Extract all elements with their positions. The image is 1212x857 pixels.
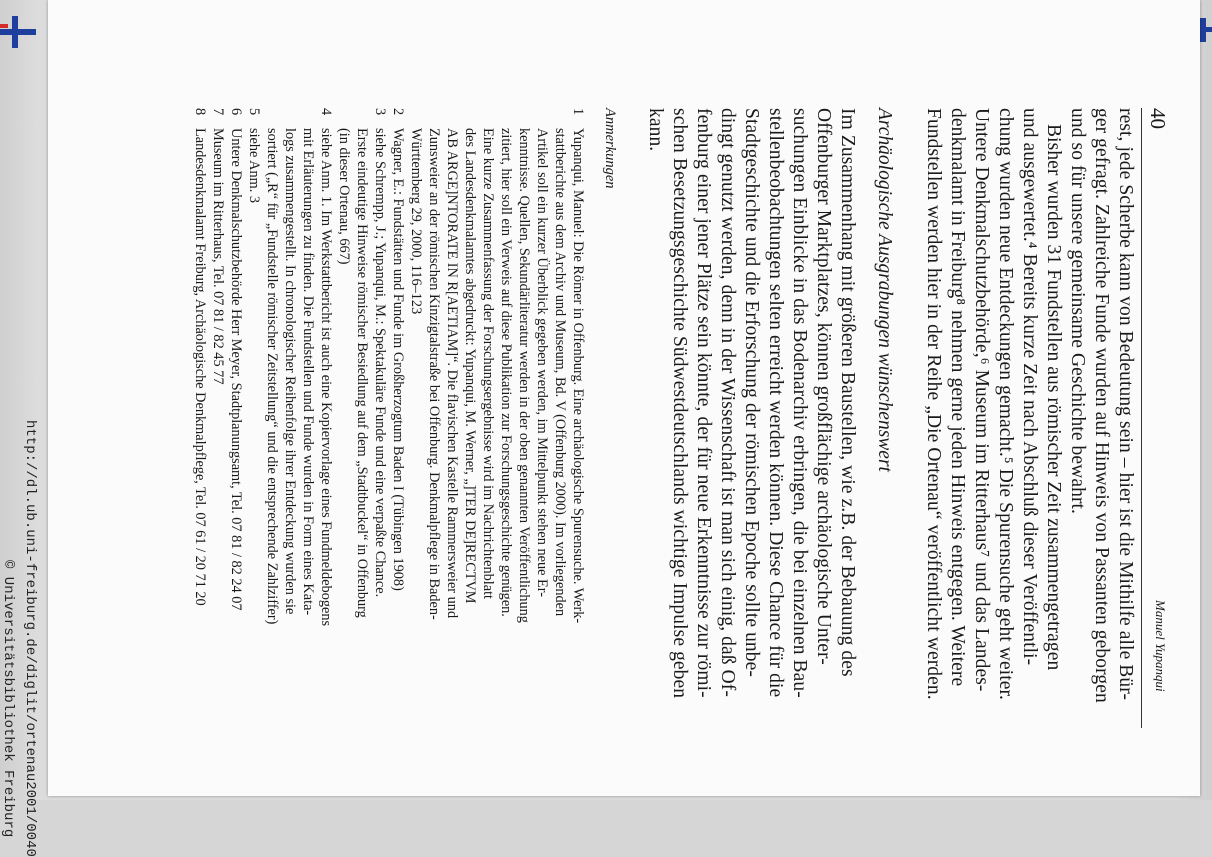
body-line: stellenbeobachtungen selten erreicht werden können. Diese Chance für die: [765, 108, 786, 698]
footnote-line: Museum im Ritterhaus, Tel. 07 81 / 82 45 77: [210, 128, 226, 385]
body-line: und ausgewertet.⁴ Bereits kurze Zeit nach Abschluß dieser Veröffentli-: [1019, 108, 1040, 666]
footnote-line: Wagner, E.: Fundstätten und Funde im Großherzogtum Baden I (Tübingen 1908): [390, 128, 406, 591]
footnote-line: des Landesdenkmalamtes abgedruckt: Yupanqui, M. Werner, „]TER DE]RECTVM: [462, 128, 478, 604]
body-line: denkmalamt in Freiburg⁸ nehmen gerne jeden Hinweis entgegen. Weitere: [947, 108, 968, 687]
body-line: dingt genutzt werden, denn in der Wissenschaft ist man sich einig, daß Of-: [717, 108, 738, 697]
footnote-line: Untere Denkmalschutzbehörde Herr Meyer, Stadtplanungsamt, Tel. 07 81 / 82 24 07: [228, 128, 244, 611]
footnote-line: sortiert („R“ für „Fundstelle römischer Zeitstellung“ und die entsprechende Zahlziffer): [264, 128, 280, 625]
footnote-line: Eine kurze Zusammenfassung der Forschungsergebnisse wird im Nachrichtenblatt: [480, 128, 496, 600]
rotated-page-content: [48, 0, 1200, 800]
footnote-line: kenntnisse. Quellen, Sekundärliteratur werden in der oben genannten Veröffentlichung: [516, 128, 532, 623]
footnote-line: siehe Anm. 3: [246, 128, 262, 204]
body-line: chung wurden neue Entdeckungen gemacht.⁵ Die Spurensuche geht weiter.: [995, 108, 1016, 701]
body-line: Im Zusammenhang mit größeren Baustellen, wie z.B. der Bebauung des: [837, 108, 858, 677]
footnote-line: stattberichte aus dem Archiv und Museum, Bd. V (Offenburg 2000). Im vorliegenden: [552, 128, 568, 617]
footnote-line: logs zusammengestellt. In chronologischer Reihenfolge ihrer Entdeckung wurden sie: [282, 128, 298, 615]
page-number: 40: [1146, 108, 1170, 129]
footnote-line: siehe Schrempp, J.; Yupanqui, M.: Spektakuläre Funde und eine verpaßte Chance.: [372, 128, 388, 598]
body-line: Untere Denkmalschutzbehörde,⁶ Museum im Ritterhaus⁷ und das Landes-: [971, 108, 992, 692]
color-calibration-marker-right: [1198, 18, 1212, 42]
body-line: schen Besetzungsgeschichte Südwestdeutschlands wichtige Impulse geben: [669, 108, 690, 699]
body-line: kann.: [645, 108, 666, 152]
footnote-number: 2: [390, 108, 406, 116]
running-head: Manuel Yupanqui: [1153, 600, 1168, 692]
body-line: Offenburger Marktplatzes, können großflächige archäologische Unter-: [813, 108, 834, 665]
footnote-line: (in dieser Ortenau, 667): [336, 128, 352, 265]
body-line: suchungen Einblicke in das Bodenarchiv erbringen, die bei einzelnen Bau-: [789, 108, 810, 698]
footnote-number: 5: [246, 108, 262, 116]
body-line: fenburg einer jener Plätze sein könnte, der für neue Erkenntnisse zur römi-: [693, 108, 714, 698]
footnote-line: Yupanqui, Manuel: Die Römer in Offenburg. Eine archäologische Spurensuche. Werk-: [570, 128, 586, 624]
body-line: und so für unsere gemeinsame Geschichte bewahrt.: [1067, 108, 1088, 515]
footnote-number: 3: [372, 108, 388, 116]
footnote-line: mit Erläuterungen zu finden. Die Fundstellen und Funde wurden in Form eines Kata-: [300, 128, 316, 616]
footnote-line: Landesdenkmalamt Freiburg, Archäologische Denkmalpflege, Tel. 07 61 / 20 71 20: [192, 128, 208, 606]
library-copyright: © Universitätsbibliothek Freiburg: [0, 560, 16, 838]
body-line: ger gefragt. Zahlreiche Funde wurden auf Hinweis von Passanten geborgen: [1091, 108, 1112, 703]
notes-heading: Anmerkungen: [602, 108, 618, 189]
footnote-line: Erste eindeutige Hinweise römischer Besiedlung auf dem „Stadtbuckel“ in Offenburg: [354, 128, 370, 618]
footnote-line: siehe Anm. 1. Im Werkstattbericht ist auch eine Kopiervorlage eines Fundmeldebogens: [318, 128, 334, 627]
body-line: rest, jede Scherbe kann von Bedeutung sein – hier ist die Mithilfe alle Bür-: [1115, 108, 1136, 701]
body-line: Bisher wurden 31 Fundstellen aus römischer Zeit zusammengetragen: [1043, 124, 1064, 671]
footnote-number: 8: [192, 108, 208, 116]
body-line: Fundstellen werden hier in der Reihe „Die Ortenau“ veröffentlicht werden.: [923, 108, 944, 700]
section-heading: Archäologische Ausgrabungen wünschenswert: [874, 108, 895, 472]
footnote-line: Württemberg 29, 2000, 116–123: [408, 128, 424, 315]
footnote-line: zitiert, hier soll ein Verweis auf diese Publikation zur Forschungsgeschichte genügen.: [498, 128, 514, 617]
footnote-number: 1: [570, 108, 586, 116]
footnote-number: 7: [210, 108, 226, 116]
body-line: Stadtgeschichte und die Erforschung der römischen Epoche sollte unbe-: [741, 108, 762, 677]
footnote-number: 4: [318, 108, 334, 116]
footnote-number: 6: [228, 108, 244, 116]
header-rule: [1141, 108, 1142, 728]
color-calibration-marker: [0, 16, 36, 48]
footnote-line: Artikel soll ein kurzer Überblick gegeben werden, im Mittelpunkt stehen neue Er-: [534, 128, 550, 597]
digital-library-url: http://dl.ub.uni-freiburg.de/diglit/ortenau2001/0040: [22, 420, 38, 857]
footnote-line: AB ARGE]NTORATE IN R[AETIAM]“. Die flavischen Kastelle Rammersweier und: [444, 128, 460, 619]
footnote-line: Zunsweier an der römischen Kinzigtalstraße bei Offenburg. Denkmalpflege in Baden-: [426, 128, 442, 620]
